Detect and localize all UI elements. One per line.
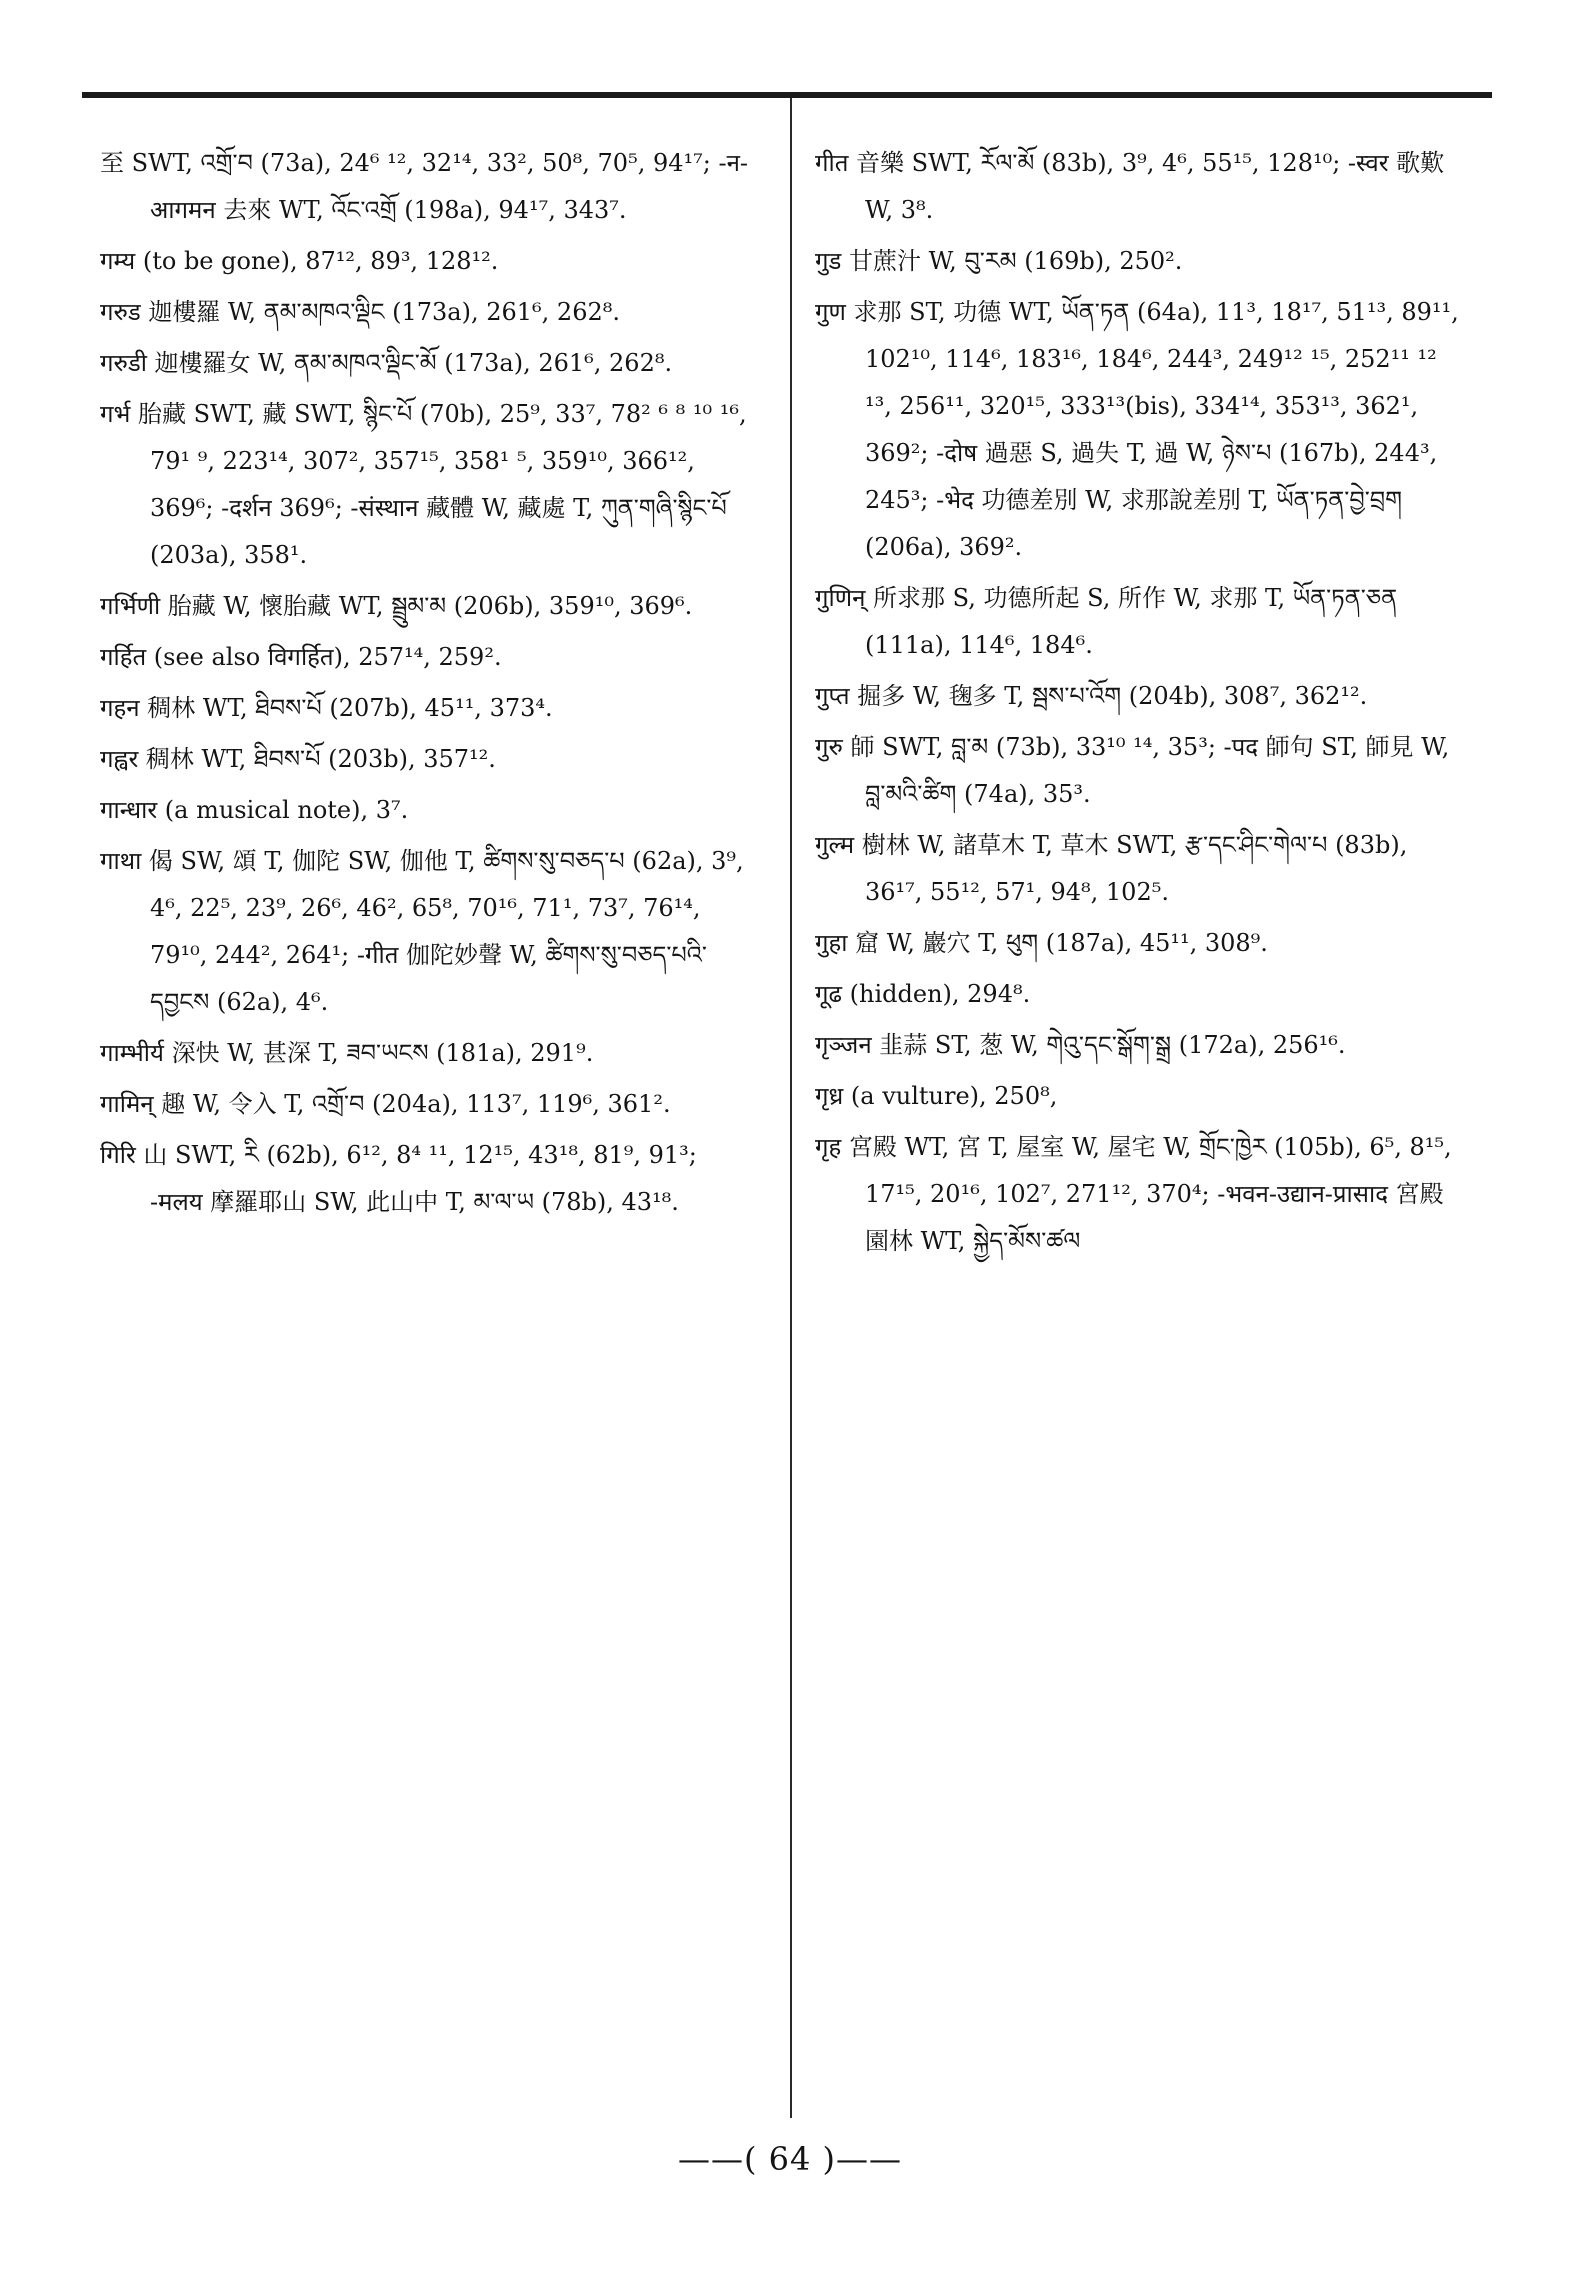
dictionary-entry: गुहा 窟 W, 巖穴 T, ཕུག (187a), 45¹¹, 308⁹. [815, 929, 1268, 957]
dictionary-entry: गहन 稠林 WT, ཐིབས་པོ (207b), 45¹¹, 373⁴. [100, 694, 553, 722]
dictionary-entry: गह्वर 稠林 WT, ཐིབས་པོ (203b), 357¹². [100, 745, 496, 773]
dictionary-entry: गम्य (to be gone), 87¹², 89³, 128¹². [100, 247, 499, 275]
dictionary-entry: गुरु 師 SWT, བླ་མ (73b), 33¹⁰ ¹⁴, 35³; -पद 師句 ST, 師見 W, བླ་མའི་ཚིག (74a), 35³. [815, 733, 1450, 808]
right-column [815, 140, 1465, 2130]
dictionary-entry: गृध्र (a vulture), 250⁸, [815, 1082, 1058, 1110]
dictionary-entry: गरुड 迦樓羅 W, ནམ་མཁའ་ལྡིང (173a), 261⁶, 262⁸. [100, 298, 620, 326]
dictionary-entry: गृह 宮殿 WT, 宮 T, 屋室 W, 屋宅 W, གྲོང་ཁྱེར (105b), 6⁵, 8¹⁵, 17¹⁵, 20¹⁶, 102⁷, 271¹², 370⁴; -भवन-उद्यान-प्रासाद 宮殿園林 WT, སྐྱེད་མོས་ཚལ [815, 1133, 1452, 1255]
dictionary-entry: गर्हित (see also विगर्हित), 257¹⁴, 259². [100, 643, 502, 671]
dictionary-entry: गुणिन् 所求那 S, 功德所起 S, 所作 W, 求那 T, ཡོན་ཏན་ཅན (111a), 114⁶, 184⁶. [815, 584, 1398, 659]
page-number: ——( 64 )—— [677, 2140, 903, 2178]
dictionary-entry: गरुडी 迦樓羅女 W, ནམ་མཁའ་ལྡིང་མོ (173a), 261⁶, 262⁸. [100, 349, 673, 377]
dictionary-entry: गर्भिणी 胎藏 W, 懷胎藏 WT, སྦྲུམ་མ (206b), 359¹⁰, 369⁶. [100, 592, 693, 620]
dictionary-entry: गूढ (hidden), 294⁸. [815, 980, 1031, 1008]
left-column [100, 140, 750, 2130]
dictionary-entry: गामिन् 趣 W, 令入 T, འགྲོ་བ (204a), 113⁷, 119⁶, 361². [100, 1090, 671, 1118]
dictionary-entry: गाम्भीर्य 深快 W, 甚深 T, ཟབ་ཡངས (181a), 291⁹. [100, 1039, 594, 1067]
dictionary-entry: 至 SWT, འགྲོ་བ (73a), 24⁶ ¹², 32¹⁴, 33², 50⁸, 70⁵, 94¹⁷; -न-आगमन 去來 WT, འོང་འགྲོ (198a), 94¹⁷, 343⁷. [100, 149, 748, 224]
dictionary-entry: गुड 甘蔗汁 W, བུ་རམ (169b), 250². [815, 247, 1183, 275]
dictionary-entry: गाथा 偈 SW, 頌 T, 伽陀 SW, 伽他 T, ཚིགས་སུ་བཅད་པ (62a), 3⁹, 4⁶, 22⁵, 23⁹, 26⁶, 46², 65⁸, 70¹⁶, 71¹, 73⁷, 76¹⁴, 79¹⁰, 244², 264¹; -गीत 伽陀妙聲 W, ཚིགས་སུ་བཅད་པའི་དབྱངས (62a), 4⁶. [100, 847, 744, 1016]
dictionary-entry: गृञ्जन 韭蒜 ST, 葱 W, གེའུ་དང་སྒོག་སྒྲ (172a), 256¹⁶. [815, 1031, 1346, 1059]
dictionary-entry: गान्धार (a musical note), 3⁷. [100, 796, 409, 824]
dictionary-entry: गिरि 山 SWT, རི (62b), 6¹², 8⁴ ¹¹, 12¹⁵, 43¹⁸, 81⁹, 91³; -मलय 摩羅耶山 SW, 此山中 T, མ་ལ་ཡ (78b), 43¹⁸. [100, 1141, 697, 1216]
top-rule [82, 92, 1492, 98]
dictionary-entry: गुप्त 掘多 W, 毱多 T, སྦས་པ་འོག (204b), 308⁷, 362¹². [815, 682, 1368, 710]
dictionary-entry: गर्भ 胎藏 SWT, 藏 SWT, སྙིང་པོ (70b), 25⁹, 33⁷, 78² ⁶ ⁸ ¹⁰ ¹⁶, 79¹ ⁹, 223¹⁴, 307², 357¹⁵, 358¹ ⁵, 359¹⁰, 366¹², 369⁶; -दर्शन 369⁶; -संस्थान 藏體 W, 藏處 T, ཀུན་གཞི་སྙིང་པོ (203a), 358¹. [100, 400, 747, 569]
column-divider [790, 98, 792, 2118]
dictionary-entry: गुण 求那 ST, 功德 WT, ཡོན་ཏན (64a), 11³, 18¹⁷, 51¹³, 89¹¹, 102¹⁰, 114⁶, 183¹⁶, 184⁶, 244³, 249¹² ¹⁵, 252¹¹ ¹² ¹³, 256¹¹, 320¹⁵, 333¹³(bis), 334¹⁴, 353¹³, 362¹, 369²; -दोष 過惡 S, 過失 T, 過 W, ཉེས་པ (167b), 244³, 245³; -भेद 功德差別 W, 求那說差別 T, ཡོན་ཏན་བྱེ་བྲག (206a), 369². [815, 298, 1459, 561]
dictionary-entry: गुल्म 樹林 W, 諸草木 T, 草木 SWT, རྩ་དང་ཤིང་གེལ་པ (83b), 36¹⁷, 55¹², 57¹, 94⁸, 102⁵. [815, 831, 1408, 906]
dictionary-entry: गीत 音樂 SWT, རོལ་མོ (83b), 3⁹, 4⁶, 55¹⁵, 128¹⁰; -स्वर 歌歎 W, 3⁸. [815, 149, 1445, 224]
